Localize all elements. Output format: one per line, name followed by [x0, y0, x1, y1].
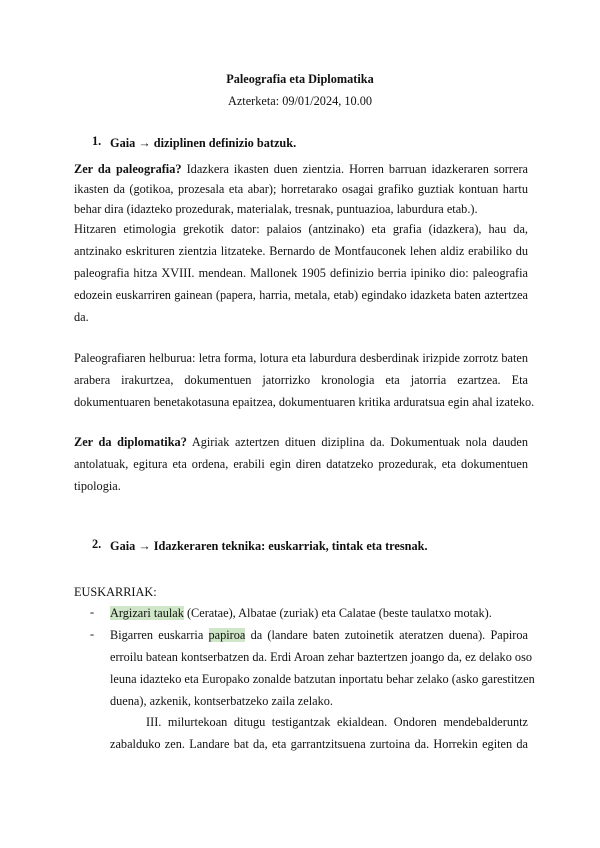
paragraph-line: antolatuak, egitura eta ordena, erabili egin diren datatzeko prozedurak, eta dokumentuen	[74, 457, 528, 471]
paragraph-line	[74, 160, 528, 178]
paragraph-text: Agiriak aztertzen dituen diziplina da. Dokumentuak nola dauden	[191, 435, 528, 449]
paragraph-line: III. milurtekoan ditugu testigantzak ekialdean. Ondoren mendebalderuntz	[146, 715, 528, 729]
highlight-papiroa: papiroa	[208, 628, 246, 642]
paragraph-line: da.	[74, 310, 89, 324]
list-item-text: Bigarren euskarria	[110, 628, 209, 642]
list-item	[110, 626, 528, 644]
highlight-argizari-taulak: Argizari taulak	[110, 606, 184, 620]
paragraph-line: tipologia.	[74, 479, 121, 493]
section-2-heading: Gaia → Idazkeraren teknika: euskarriak, tintak eta tresnak.	[110, 539, 428, 553]
list-item-line: erroilu batean kontserbatzen da. Erdi Aroan zehar baztertzen joango da, ez delako oso	[110, 650, 533, 664]
list-item-line: leuna idazteko eta Europako zonalde batzutan inportatu behar zelako (asko garestitzen	[110, 672, 535, 686]
paragraph-line: Hitzaren etimologia grekotik dator: palaios (antzinako) eta grafia (idazkera), hau da,	[74, 222, 528, 236]
paragraph-line	[74, 433, 528, 451]
document-title: Paleografia eta Diplomatika	[226, 72, 374, 86]
diplomatika-question: Zer da diplomatika?	[74, 435, 187, 449]
paragraph-line: Paleografiaren helburua: letra forma, lotura eta laburdura desberdinak irizpide zorrotz baten	[74, 351, 528, 365]
list-bullet: -	[90, 627, 95, 641]
paragraph-line: arabera irakurtzea, dokumentuen jatorrizko kronologia eta jatorria ezartzea. Eta	[74, 373, 528, 387]
paleografia-question: Zer da paleografia?	[74, 162, 182, 176]
paragraph-line: dokumentuaren benetakotasuna epaitzea, dokumentuaren kritika arduratsua egin ahal izateko.	[74, 395, 535, 409]
paragraph-line: antzinako eskrituren zientzia litzateke. Bernardo de Montfauconek lehen aldiz erabiliko du	[74, 244, 528, 258]
list-item-text: da (landare baten zutoinetik ateratzen duena). Papiroa	[245, 628, 529, 642]
paragraph-line: ikasten da (gotikoa, prozesala eta abar); horretarako osagai grafiko guztiak kontuan hartu	[74, 182, 528, 196]
section-1-heading: Gaia → diziplinen definizio batzuk.	[110, 136, 297, 150]
paragraph-line: edozein euskarriren gainean (papera, harria, metala, etab) egindako idazketa baten aztertzea	[74, 288, 528, 302]
section-2-number: 2.	[92, 537, 102, 551]
document-subtitle: Azterketa: 09/01/2024, 10.00	[227, 94, 373, 108]
list-item	[110, 604, 528, 622]
list-item-line: duena), azkenik, kontserbatzeko zaila zelako.	[110, 694, 333, 708]
paragraph-line: paleografia hitza XVIII. mendean. Mallonek 1905 definizio berria ipiniko dio: paleografia	[74, 266, 528, 280]
paragraph-line: zabalduko zen. Landare bat da, eta garrantzitsuena zurtoina da. Horrekin egiten da	[110, 737, 528, 751]
list-bullet: -	[90, 605, 95, 619]
section-1-number: 1.	[92, 134, 102, 148]
list-item-text: (Ceratae), Albatae (zuriak) eta Calatae (beste taulatxo motak).	[183, 606, 492, 620]
euskarriak-label: EUSKARRIAK:	[74, 585, 157, 599]
paragraph-line: behar dira (idazteko prozedurak, materialak, tresnak, puntuazioa, laburdura etab.).	[74, 202, 478, 216]
paragraph-text: Idazkera ikasten duen zientzia. Horren barruan idazkeraren sorrera	[186, 162, 529, 176]
